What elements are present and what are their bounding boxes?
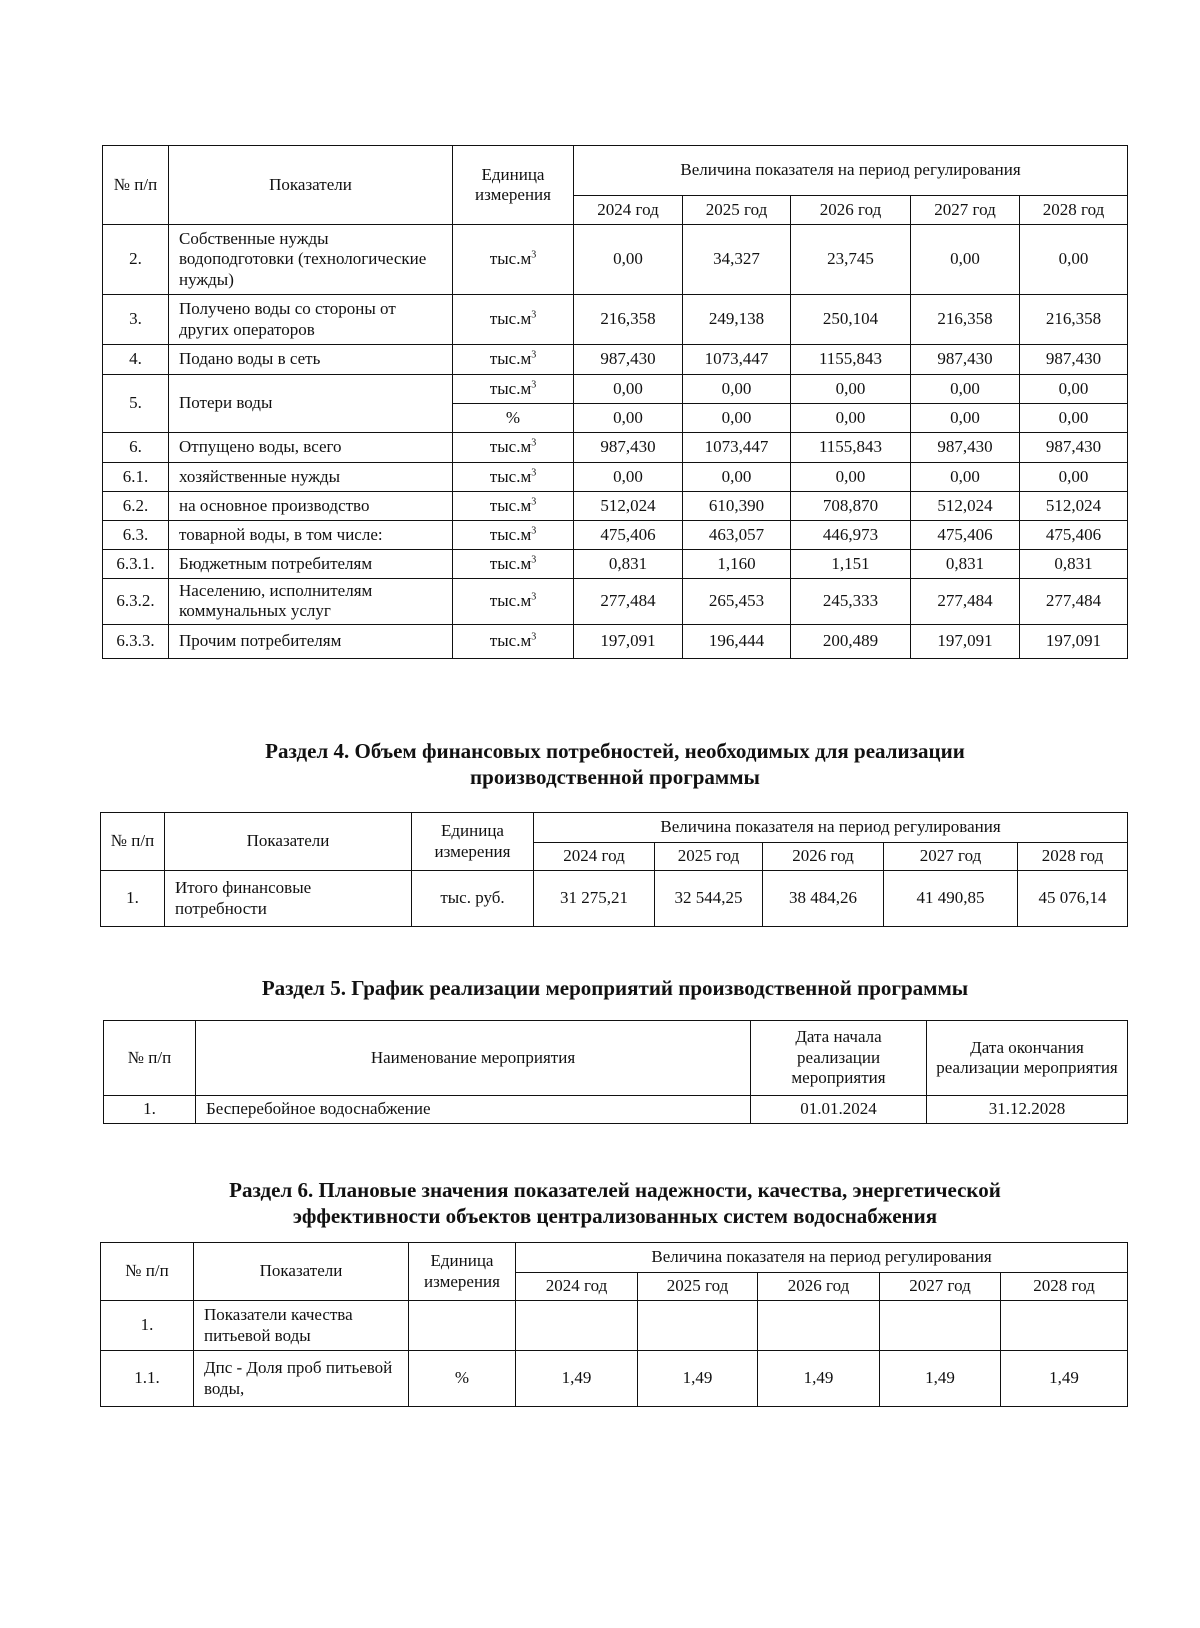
table-row	[103, 521, 1128, 550]
table-row	[101, 1301, 1128, 1351]
row-unit	[453, 295, 574, 345]
row-value: 446,973	[791, 521, 911, 550]
row-name: Бюджетным потребителям	[169, 550, 453, 579]
header-indicator: Показатели	[194, 1243, 409, 1301]
row-unit	[453, 463, 574, 492]
row-value: 512,024	[574, 492, 683, 521]
header-num: № п/п	[103, 146, 169, 225]
row-num: 3.	[103, 295, 169, 345]
row-value: 0,00	[911, 375, 1020, 404]
unit-text: тыс.м	[489, 524, 532, 544]
row-value: 216,358	[574, 295, 683, 345]
section-4-title-line2: производственной программы	[470, 765, 760, 790]
financial-needs-table	[100, 812, 1128, 927]
row-value: 41 490,85	[884, 871, 1018, 927]
row-value: 0,00	[911, 463, 1020, 492]
header-year: 2026 год	[758, 1273, 880, 1301]
unit-text: тыс.м	[489, 591, 532, 611]
row-value: 0,00	[574, 404, 683, 433]
section-5-title: Раздел 5. График реализации мероприятий производственной программы	[261, 976, 969, 1000]
row-name: Получено воды со стороны от других операторов	[169, 295, 453, 345]
unit-text: тыс.м	[489, 378, 532, 398]
row-name: Собственные нужды водоподготовки (технологические нужды)	[169, 225, 453, 295]
unit-superscript: 3	[531, 349, 537, 361]
row-value: 0,00	[1020, 463, 1128, 492]
table-row	[103, 225, 1128, 295]
unit-text: тыс.м	[489, 437, 532, 457]
row-num: 1.	[101, 871, 165, 927]
header-start: Дата начала реализации мероприятия	[751, 1021, 927, 1096]
unit-text: тыс.м	[489, 631, 532, 651]
unit-superscript: 3	[531, 249, 537, 261]
row-value: 250,104	[791, 295, 911, 345]
row-value: 1155,843	[791, 345, 911, 375]
header-year: 2024 год	[574, 196, 683, 225]
row-unit	[453, 375, 574, 404]
header-year: 2025 год	[655, 843, 763, 871]
row-unit	[453, 433, 574, 463]
row-value: 0,00	[791, 375, 911, 404]
header-year: 2025 год	[683, 196, 791, 225]
row-start: 01.01.2024	[751, 1096, 927, 1124]
row-num: 1.	[104, 1096, 196, 1124]
table-row	[101, 871, 1128, 927]
section-4-title-line1: Раздел 4. Объем финансовых потребностей, необходимых для реализации	[265, 739, 965, 763]
unit-text: тыс.м	[489, 349, 532, 369]
row-value: 708,870	[791, 492, 911, 521]
row-unit: %	[409, 1351, 516, 1407]
row-value: 196,444	[683, 624, 791, 658]
unit-superscript: 3	[531, 437, 537, 449]
row-value: 197,091	[574, 624, 683, 658]
row-value: 0,00	[683, 375, 791, 404]
row-value: 0,00	[1020, 404, 1128, 433]
row-value: 987,430	[1020, 433, 1128, 463]
row-end: 31.12.2028	[927, 1096, 1128, 1124]
row-value: 197,091	[1020, 624, 1128, 658]
schedule-table	[103, 1020, 1128, 1124]
unit-text: тыс.м	[489, 249, 532, 269]
row-value: 216,358	[911, 295, 1020, 345]
header-year: 2028 год	[1018, 843, 1128, 871]
row-name: хозяйственные нужды	[169, 463, 453, 492]
row-name: Дпс - Доля проб питьевой воды,	[194, 1351, 409, 1407]
row-value: 265,453	[683, 579, 791, 625]
header-value-group: Величина показателя на период регулирования	[574, 146, 1128, 196]
row-value	[880, 1301, 1001, 1351]
row-value: 512,024	[911, 492, 1020, 521]
header-year: 2026 год	[791, 196, 911, 225]
row-value: 200,489	[791, 624, 911, 658]
unit-text: тыс.м	[489, 309, 532, 329]
row-value: 1,49	[1001, 1351, 1128, 1407]
row-value	[758, 1301, 880, 1351]
header-name: Наименование мероприятия	[196, 1021, 751, 1096]
row-num: 6.2.	[103, 492, 169, 521]
row-value: 31 275,21	[534, 871, 655, 927]
row-value: 0,00	[574, 225, 683, 295]
unit-superscript: 3	[531, 496, 537, 508]
row-value: 1,49	[758, 1351, 880, 1407]
row-value: 0,00	[791, 404, 911, 433]
row-value: 0,00	[911, 404, 1020, 433]
row-value: 245,333	[791, 579, 911, 625]
row-unit: %	[453, 404, 574, 433]
row-num: 6.1.	[103, 463, 169, 492]
row-num: 6.3.2.	[103, 579, 169, 625]
unit-superscript: 3	[531, 379, 537, 391]
row-value: 610,390	[683, 492, 791, 521]
row-value: 475,406	[1020, 521, 1128, 550]
row-value: 1,49	[638, 1351, 758, 1407]
row-num: 5.	[103, 375, 169, 433]
table-row	[103, 550, 1128, 579]
row-value	[516, 1301, 638, 1351]
row-name: Подано воды в сеть	[169, 345, 453, 375]
row-value: 197,091	[911, 624, 1020, 658]
water-balance-table	[102, 145, 1128, 659]
row-value: 0,00	[683, 404, 791, 433]
header-year: 2027 год	[880, 1273, 1001, 1301]
row-value: 0,00	[574, 463, 683, 492]
row-name: Потери воды	[169, 375, 453, 433]
row-value: 0,00	[1020, 225, 1128, 295]
row-value: 216,358	[1020, 295, 1128, 345]
row-unit	[453, 579, 574, 625]
row-value: 987,430	[574, 433, 683, 463]
header-value-group: Величина показателя на период регулирования	[516, 1243, 1128, 1273]
header-year: 2028 год	[1001, 1273, 1128, 1301]
row-value: 0,831	[574, 550, 683, 579]
header-unit: Единица измерения	[453, 146, 574, 225]
section-4-title	[100, 738, 1130, 791]
row-value: 1,49	[880, 1351, 1001, 1407]
header-year: 2028 год	[1020, 196, 1128, 225]
row-value: 277,484	[911, 579, 1020, 625]
header-end: Дата окончания реализации мероприятия	[927, 1021, 1128, 1096]
row-value: 34,327	[683, 225, 791, 295]
row-name: Бесперебойное водоснабжение	[196, 1096, 751, 1124]
row-value: 0,00	[1020, 375, 1128, 404]
row-num: 2.	[103, 225, 169, 295]
row-value: 0,00	[683, 463, 791, 492]
table-row	[103, 492, 1128, 521]
header-year: 2027 год	[911, 196, 1020, 225]
row-unit	[453, 550, 574, 579]
unit-superscript: 3	[531, 591, 537, 603]
row-name: Итого финансовые потребности	[165, 871, 412, 927]
header-year: 2024 год	[516, 1273, 638, 1301]
table-row	[103, 345, 1128, 375]
row-value: 987,430	[574, 345, 683, 375]
row-value: 0,00	[911, 225, 1020, 295]
row-value: 32 544,25	[655, 871, 763, 927]
row-name: Показатели качества питьевой воды	[194, 1301, 409, 1351]
row-unit	[453, 624, 574, 658]
header-value-group: Величина показателя на период регулирования	[534, 813, 1128, 843]
header-indicator: Показатели	[169, 146, 453, 225]
row-value: 23,745	[791, 225, 911, 295]
section-6-title	[100, 1177, 1130, 1230]
row-name: Прочим потребителям	[169, 624, 453, 658]
row-unit	[453, 345, 574, 375]
row-value: 249,138	[683, 295, 791, 345]
row-num: 1.1.	[101, 1351, 194, 1407]
unit-superscript: 3	[531, 525, 537, 537]
unit-superscript: 3	[531, 309, 537, 321]
section-6-title-line1: Раздел 6. Плановые значения показателей надежности, качества, энергетической	[229, 1178, 1001, 1202]
row-unit	[409, 1301, 516, 1351]
table-row	[103, 579, 1128, 625]
row-num: 1.	[101, 1301, 194, 1351]
row-value	[1001, 1301, 1128, 1351]
water-balance-body	[103, 225, 1128, 659]
header-num: № п/п	[101, 813, 165, 871]
header-unit: Единица измерения	[409, 1243, 516, 1301]
header-year: 2024 год	[534, 843, 655, 871]
table-row	[101, 1351, 1128, 1407]
unit-superscript: 3	[531, 467, 537, 479]
table-row	[104, 1096, 1128, 1124]
unit-text: тыс.м	[489, 495, 532, 515]
header-indicator: Показатели	[165, 813, 412, 871]
row-unit: тыс. руб.	[412, 871, 534, 927]
row-value: 512,024	[1020, 492, 1128, 521]
row-num: 6.3.1.	[103, 550, 169, 579]
row-value: 0,00	[791, 463, 911, 492]
row-value: 475,406	[574, 521, 683, 550]
row-value: 987,430	[911, 433, 1020, 463]
row-num: 6.	[103, 433, 169, 463]
row-num: 6.3.	[103, 521, 169, 550]
header-num: № п/п	[101, 1243, 194, 1301]
row-value: 1155,843	[791, 433, 911, 463]
row-value: 45 076,14	[1018, 871, 1128, 927]
row-num: 6.3.3.	[103, 624, 169, 658]
section-6-title-line2: эффективности объектов централизованных систем водоснабжения	[292, 1204, 938, 1229]
table-row	[103, 375, 1128, 404]
row-name: Отпущено воды, всего	[169, 433, 453, 463]
unit-text: тыс.м	[489, 553, 532, 573]
row-value: 277,484	[574, 579, 683, 625]
row-value: 0,831	[911, 550, 1020, 579]
row-num: 4.	[103, 345, 169, 375]
table-row	[103, 433, 1128, 463]
table-row	[103, 624, 1128, 658]
row-value: 38 484,26	[763, 871, 884, 927]
table-row	[103, 463, 1128, 492]
unit-superscript: 3	[531, 554, 537, 566]
row-value: 1,160	[683, 550, 791, 579]
row-value: 463,057	[683, 521, 791, 550]
row-value: 475,406	[911, 521, 1020, 550]
row-value: 1,151	[791, 550, 911, 579]
reliability-table	[100, 1242, 1128, 1407]
unit-text: тыс.м	[489, 466, 532, 486]
unit-superscript: 3	[531, 631, 537, 643]
row-value: 1073,447	[683, 433, 791, 463]
row-value: 0,00	[574, 375, 683, 404]
row-value: 277,484	[1020, 579, 1128, 625]
row-value: 987,430	[1020, 345, 1128, 375]
table-row	[103, 295, 1128, 345]
row-value	[638, 1301, 758, 1351]
row-value: 1073,447	[683, 345, 791, 375]
row-name: товарной воды, в том числе:	[169, 521, 453, 550]
row-name: Населению, исполнителям коммунальных услуг	[169, 579, 453, 625]
row-name: на основное производство	[169, 492, 453, 521]
header-year: 2025 год	[638, 1273, 758, 1301]
row-value: 987,430	[911, 345, 1020, 375]
header-num: № п/п	[104, 1021, 196, 1096]
row-unit	[453, 521, 574, 550]
header-year: 2026 год	[763, 843, 884, 871]
header-unit: Единица измерения	[412, 813, 534, 871]
row-unit	[453, 492, 574, 521]
header-year: 2027 год	[884, 843, 1018, 871]
row-value: 1,49	[516, 1351, 638, 1407]
row-unit	[453, 225, 574, 295]
row-value: 0,831	[1020, 550, 1128, 579]
